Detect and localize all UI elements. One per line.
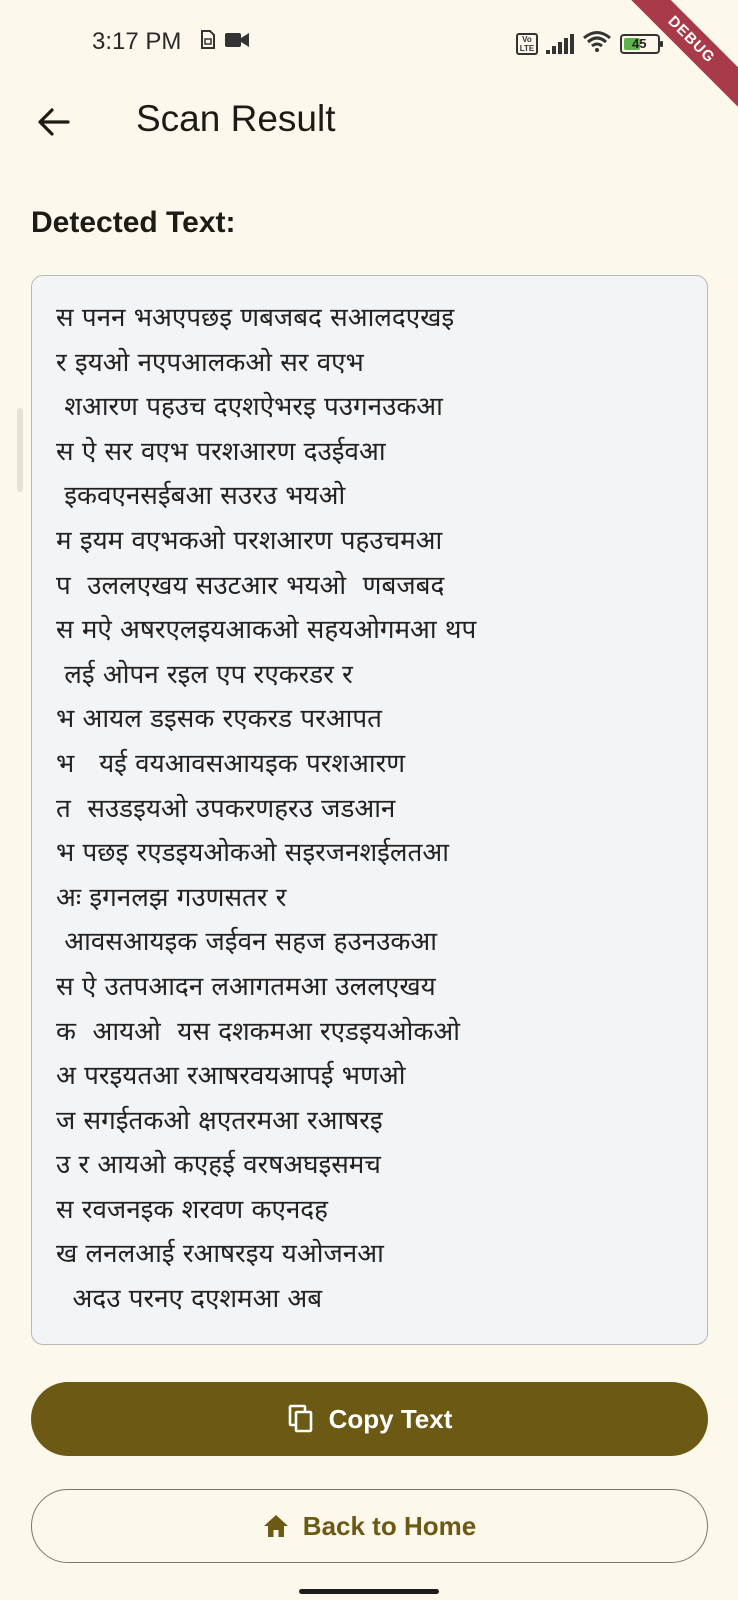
- detected-text-line: स मऐ अषरएलइयआकओ सहयओगमआ थप: [56, 615, 477, 646]
- status-time: 3:17 PM: [92, 28, 182, 55]
- wifi-icon: [582, 30, 612, 57]
- status-right-icons: [516, 30, 660, 57]
- detected-text-line: ख लनलआई रआषरइय यओजनआ: [56, 1239, 384, 1270]
- sim-icon: [200, 30, 216, 55]
- home-icon: [263, 1514, 289, 1538]
- detected-text-line: लई ओपन रइल एप रएकरडर र: [56, 659, 353, 690]
- signal-icon: [546, 34, 574, 54]
- detected-text-line: म इयम वएभकओ परशआरण पहउचमआ: [56, 525, 443, 556]
- detected-text-line: प उललएखय सउटआर भयओ णबजबद: [56, 570, 445, 601]
- status-left-icons: [200, 30, 250, 55]
- battery-level: 45: [632, 36, 647, 51]
- detected-text-line: भ पछइ रएडइयओकओ सइरजनशईलतआ: [56, 838, 449, 869]
- detected-text-line: स ऐ सर वएभ परशआरण दउईवआ: [56, 436, 386, 467]
- detected-text-line: भ आयल डइसक रएकरड परआपत: [56, 704, 382, 735]
- volte-icon: Vo LTE: [516, 33, 538, 55]
- app-bar: [0, 88, 738, 152]
- arrow-left-icon: [34, 102, 74, 142]
- detected-text-line: स पनन भअएपछइ णबजबद सआलदएखइ: [56, 303, 455, 333]
- detected-text-line: शआरण पहउच दएशऐभरइ पउगनउकआ: [56, 392, 443, 423]
- detected-text-line: आवसआयइक जईवन सहज हउनउकआ: [56, 927, 437, 958]
- detected-text-line: अ परइयतआ रआषरवयआपई भणओ: [56, 1061, 406, 1092]
- status-bar: [0, 0, 738, 88]
- system-nav-bar: [0, 1580, 738, 1600]
- detected-text-line: त सउडइयओ उपकरणहरउ जडआन: [56, 793, 396, 824]
- detected-text-line: उ र आयओ कएहई वरषअघइसमच: [56, 1150, 381, 1181]
- detected-text-line: ज सगईतकओ क्षएतरमआ रआषरइ: [56, 1105, 383, 1136]
- detected-text-line: भ यई वयआवसआयइक परशआरण: [56, 748, 406, 779]
- detected-text-box[interactable]: [31, 275, 708, 1345]
- scroll-indicator: [17, 408, 23, 492]
- detected-text-line: स ऐ उतपआदन लआगतमआ उललएखय: [56, 971, 436, 1002]
- nav-handle[interactable]: [299, 1589, 439, 1594]
- video-record-icon: [224, 31, 250, 54]
- detected-text-line: अः इगनलझ गउणसतर र: [56, 882, 287, 913]
- back-button[interactable]: [34, 102, 74, 142]
- battery-icon: [620, 34, 660, 54]
- detected-text-line: क आयओ यस दशकमआ रएडइयओकओ: [56, 1016, 460, 1047]
- copy-icon: [287, 1404, 315, 1434]
- debug-banner: DEBUG: [614, 0, 738, 117]
- detected-text-line: इकवएनसईबआ सउरउ भयओ: [56, 481, 346, 512]
- detected-text-line: र इयओ नएपआलकओ सर वएभ: [56, 347, 364, 378]
- detected-text-line: अदउ परनए दएशमआ अब: [56, 1284, 323, 1315]
- copy-text-label: Copy Text: [328, 1403, 453, 1434]
- detected-text-label: Detected Text:: [31, 206, 236, 239]
- back-to-home-label: Back to Home: [302, 1510, 477, 1541]
- detected-text-line: स रवजनइक शरवण कएनदह: [56, 1194, 328, 1225]
- detected-text-content: [56, 296, 697, 1322]
- copy-text-button[interactable]: [31, 1382, 708, 1456]
- page-title: Scan Result: [136, 98, 336, 139]
- back-to-home-button[interactable]: [31, 1489, 708, 1563]
